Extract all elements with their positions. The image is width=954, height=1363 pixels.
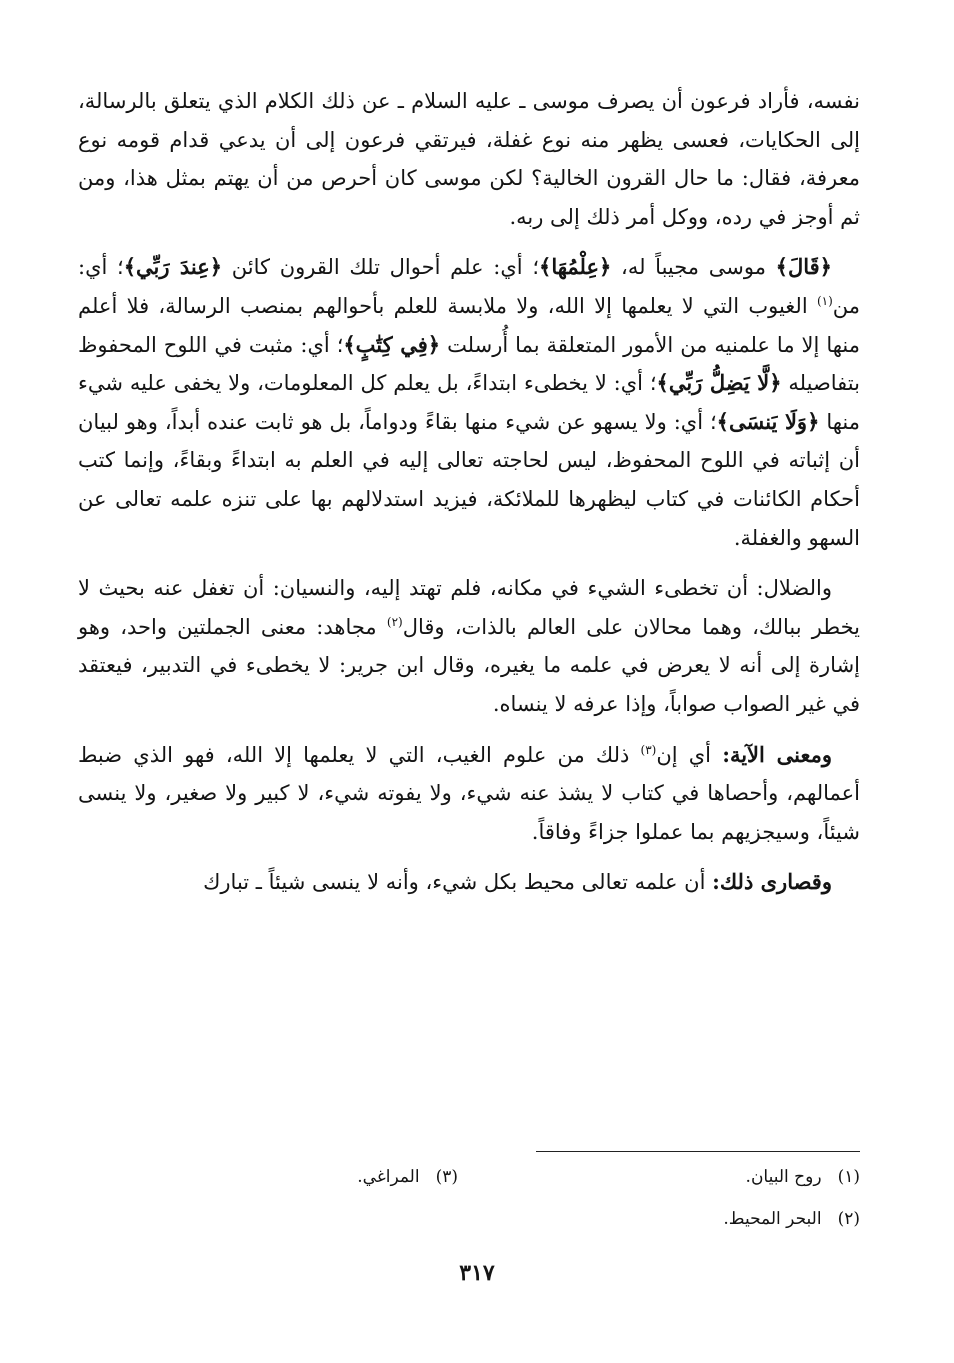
footnote-ref: (١): [816, 293, 833, 308]
paragraph-3: [78, 569, 860, 723]
footnote-3: [357, 1167, 458, 1187]
text-run: ؛ أي: من: [78, 255, 860, 318]
quran-quote: ﴿قَالَ﴾: [775, 254, 832, 280]
footnote-number: (١): [837, 1167, 860, 1187]
text-run: ؛ أي: لا يخطىء ابتداءً، بل يعلم كل المعلومات، ولا يخفى عليه شيء منها: [78, 371, 860, 434]
quran-quote: ﴿عِلْمُهَا﴾: [539, 254, 612, 280]
paragraph-2: [78, 248, 860, 557]
footnotes: [78, 1165, 860, 1245]
text-run: موسى مجيباً له،: [611, 255, 776, 280]
footnote-divider: [536, 1151, 860, 1152]
text-run: مجاهد: معنى الجملتين واحد، وهو إشارة إلى أنه لا يعرض في علمه ما يغيره، وقال ابن جرير: لا يخطىء في التدبير، فيعتقد في غير الصواب صواباً، وإذا عرفه لا ينساه.: [78, 614, 860, 716]
quran-quote: ﴿فِي كِتَٰبٍ﴾: [343, 331, 441, 357]
page-body: [78, 82, 860, 902]
footnote-1: [746, 1167, 860, 1187]
footnote-text: المراغي.: [357, 1167, 420, 1187]
footnote-ref: (٣): [640, 742, 657, 757]
footnote-ref: (٢): [386, 614, 403, 629]
page-number: ٣١٧: [459, 1260, 495, 1286]
quran-quote: ﴿عِندَ رَبِّي﴾: [123, 254, 223, 280]
footnote-number: (٢): [837, 1209, 860, 1229]
text-run: أن علمه تعالى محيط بكل شيء، وأنه لا ينسى شيئاً ـ تبارك: [203, 870, 713, 895]
paragraph-5: [78, 863, 860, 902]
footnote-number: (٣): [435, 1167, 458, 1187]
text-run: ؛ أي: مثبت في اللوح المحفوظ بتفاصيله: [78, 332, 860, 396]
quran-quote: ﴿وَلَا يَنسَى﴾: [716, 408, 820, 434]
text-run: أي إن: [656, 742, 723, 767]
paragraph-4: [78, 736, 860, 852]
text-run: ؛ أي: ولا يسهو عن شيء منها بقاءً ودواماً، بل هو ثابت عنده أبداً، وهو لبيان أن إثباته في اللوح المحفوظ، ليس لحاجته تعالى إليه في العلم به ابتداءً وبقاءً، وإنما كتب أحكام الكائنات في كتاب ليظهرها للملائكة، فيزيد استدلالهم بها على تنزه علمه تعالى عن السهو والغفلة.: [78, 409, 860, 550]
paragraph-lead: ومعنى الآية:: [722, 741, 833, 767]
paragraph-1: نفسه، فأراد فرعون أن يصرف موسى ـ عليه السلام ـ عن ذلك الكلام الذي يتعلق بالرسالة، إلى الحكايات، فعسى يظهر منه نوع غفلة، فيرتقي فرعون إلى أن يدعي قدام قومه نوع معرفة، فقال: ما حال القرون الخالية؟ لكن موسى كان أحرص من أن يهتم بمثل هذا، ومن ثم أوجز في رده، ووكل أمر ذلك إلى ربه.: [78, 89, 860, 229]
paragraph-lead: وقصارى ذلك:: [712, 869, 832, 895]
footnote-text: روح البيان.: [745, 1167, 822, 1187]
footnote-2: [723, 1209, 860, 1229]
text-run: والضلال: أن تخطىء الشيء في مكانه، فلم تهتد إليه، والنسيان: أن تغفل عنه بحيث لا يخطر ببالك، وهما محالان على العالم بالذات، وقال: [78, 576, 860, 639]
text-run: الغيوب التي لا يعلمها إلا الله، ولا ملابسة للعلم بأحوالهم بمنصب الرسالة، فلا أعلم منها إلا ما علمنيه من الأمور المتعلقة بما أُرسلت: [78, 293, 860, 357]
text-run: ؛ أي: علم أحوال تلك القرون كائن: [222, 255, 540, 280]
footnote-text: البحر المحيط.: [723, 1209, 822, 1229]
quran-quote: ﴿لَّا يَضِلُّ رَبِّي﴾: [656, 370, 782, 396]
text-run: ذلك من علوم الغيب، التي لا يعلمها إلا الله، فهو الذي ضبط أعمالهم، وأحصاها في كتاب لا يشذ عنه شيء، ولا يفوته شيء، لا كبير ولا صغير، ولا ينسى شيئاً، وسيجزيهم بما عملوا جزاءً وفاقاً.: [78, 742, 860, 844]
